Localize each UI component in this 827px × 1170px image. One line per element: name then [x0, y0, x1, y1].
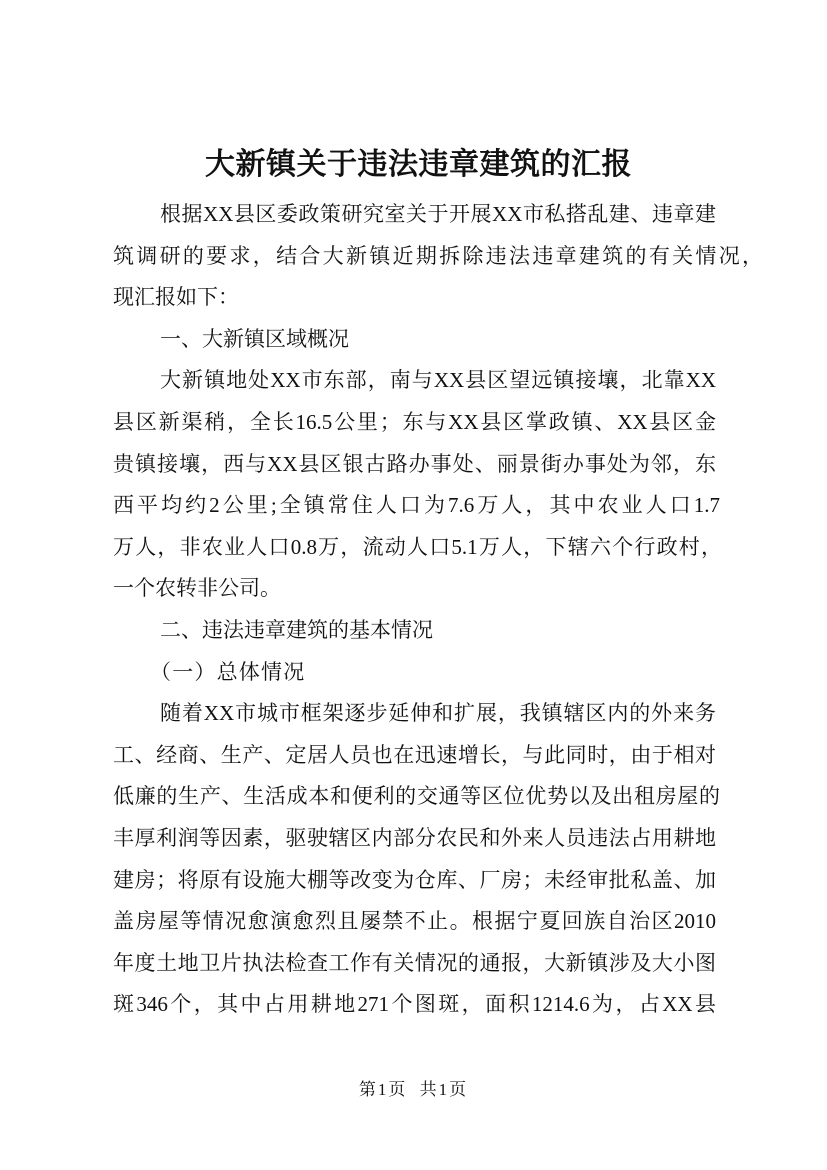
paragraph-line: 万人，非农业人口0.8万，流动人口5.1万人，下辖六个行政村， [113, 534, 722, 559]
paragraph-line: 西平均约2公里;全镇常住人口为7.6万人，其中农业人口1.7 [113, 493, 720, 518]
paragraph-line: 盖房屋等情况愈演愈烈且屡禁不止。根据宁夏回族自治区2010 [113, 909, 716, 934]
paragraph-line: 筑调研的要求，结合大新镇近期拆除违法违章建筑的有关情况， [113, 243, 763, 268]
paragraph-line: 贵镇接壤，西与XX县区银古路办事处、丽景街办事处为邻，东 [113, 451, 716, 476]
section-paragraph [0, 360, 827, 610]
document-title: 大新镇关于违法违章建筑的汇报 [205, 148, 632, 181]
paragraph-line: 随着XX市城市框架逐步延伸和扩展，我镇辖区内的外来务 [160, 701, 716, 726]
paragraph-line: 县区新渠稍，全长16.5公里；东与XX县区掌政镇、XX县区金 [113, 409, 716, 434]
subsection-heading: （一）总体情况 [150, 659, 306, 684]
paragraph-line: 大新镇地处XX市东部，南与XX县区望远镇接壤，北靠XX [160, 368, 716, 393]
subsection-paragraph [0, 693, 827, 1026]
paragraph-line: 根据XX县区委政策研究室关于开展XX市私搭乱建、违章建 [160, 202, 716, 226]
intro-paragraph [0, 194, 827, 319]
paragraph-line: 年度土地卫片执法检查工作有关情况的通报，大新镇涉及大小图 [113, 950, 716, 975]
paragraph-line: 丰厚利润等因素，驱驶辖区内部分农民和外来人员违法占用耕地 [113, 825, 716, 850]
page-footer [0, 1078, 827, 1102]
paragraph-line: 工、经商、生产、定居人员也在迅速增长，与此同时，由于相对 [113, 742, 716, 767]
paragraph-line: 一个农转非公司。 [113, 576, 281, 601]
section-heading: 二、违法违章建筑的基本情况 [160, 617, 433, 642]
paragraph-line: 斑346个，其中占用耕地271个图斑，面积1214.6为，占XX县 [113, 992, 716, 1017]
page-indicator: 第1页 共1页 [358, 1080, 469, 1099]
paragraph-line: 建房；将原有设施大棚等改变为仓库、厂房；未经审批私盖、加 [113, 867, 716, 892]
paragraph-line: 低廉的生产、生活成本和便利的交通等区位优势以及出租房屋的 [113, 784, 720, 809]
paragraph-line: 现汇报如下： [113, 285, 239, 310]
document-body [0, 194, 827, 1026]
section-heading: 一、大新镇区域概况 [160, 326, 349, 351]
